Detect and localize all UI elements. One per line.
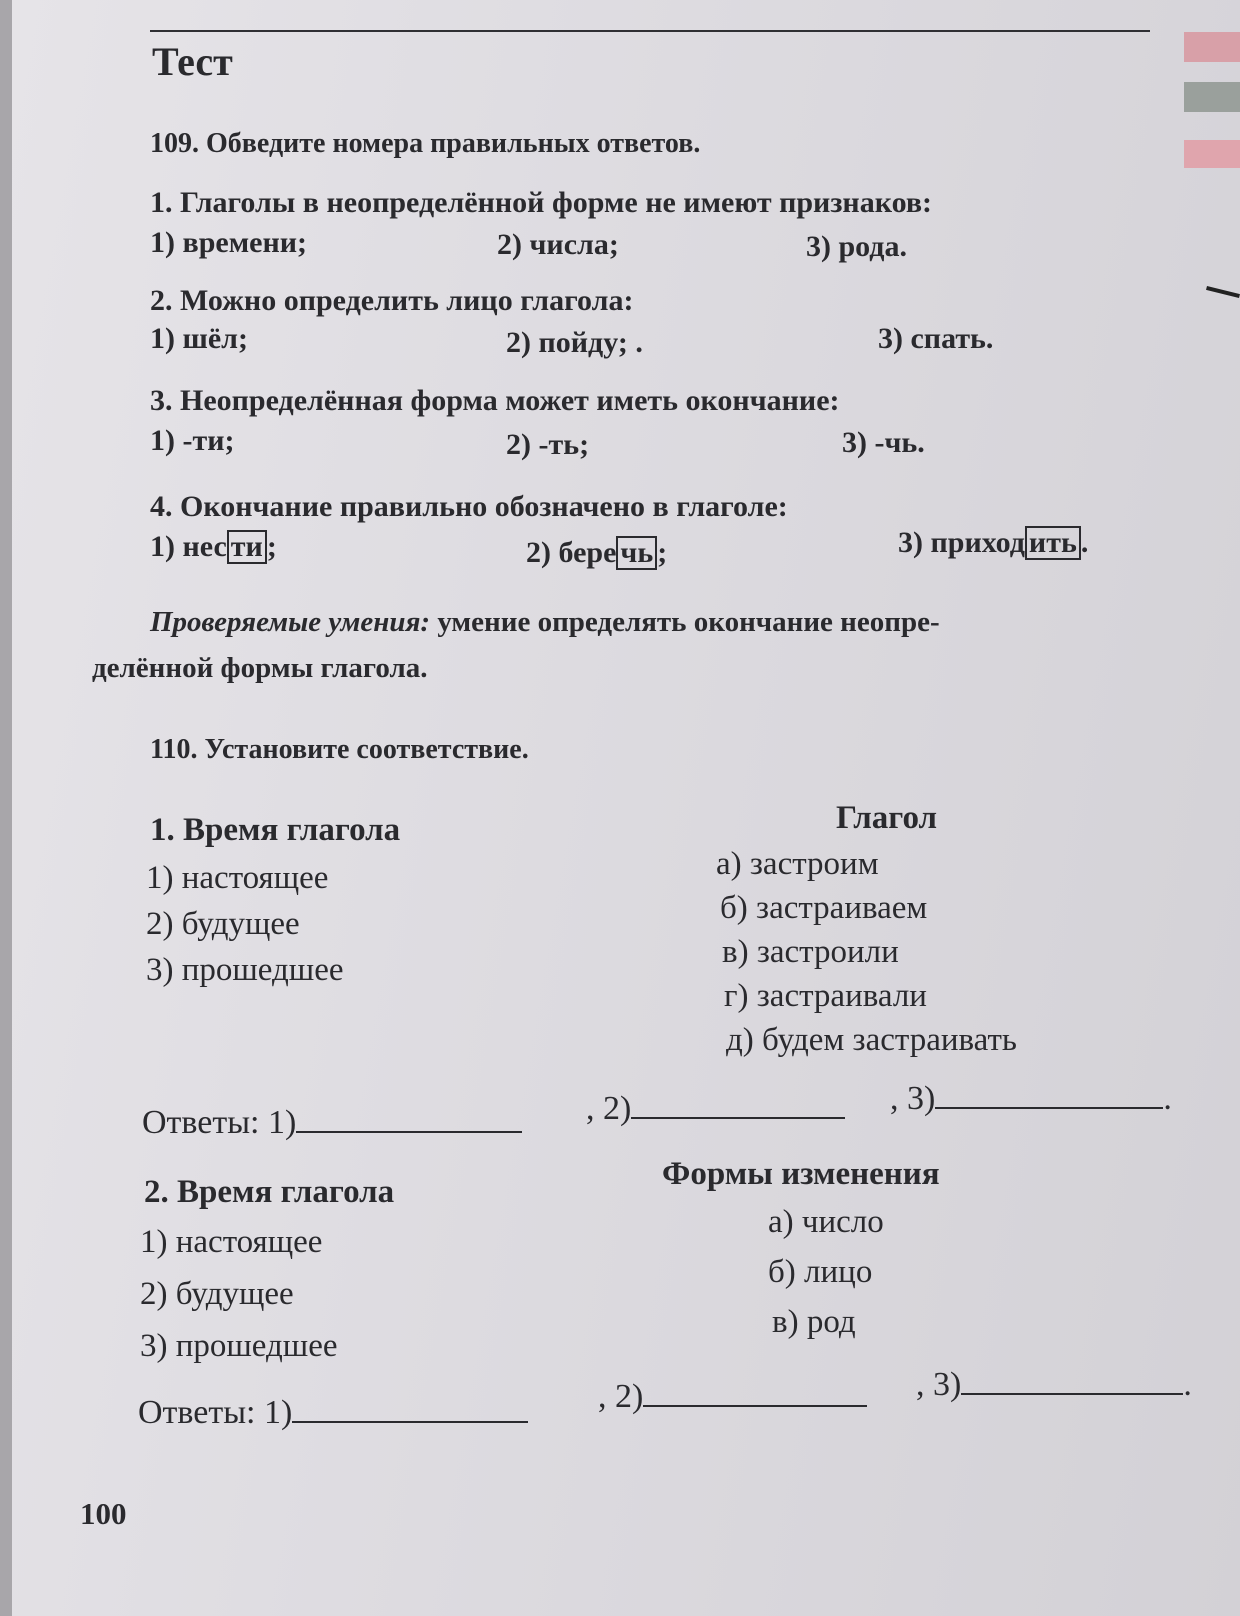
q3-option-1[interactable]: 1) -ти; [150,424,235,457]
part1-right-item-a: а) застроим [716,846,879,882]
part1-left-item-3: 3) прошедшее [146,952,344,988]
question-1: 1. Глаголы в неопределённой форме не имеют признаков: [150,186,933,219]
part2-answers-row [138,1394,528,1432]
q4-option-1-punct: ; [266,530,277,563]
part2-right-heading: Формы изменения [662,1156,940,1192]
part1-right-item-e: д) будем застраивать [726,1022,1017,1058]
bookmark-tab-pink [1184,32,1240,62]
q4-option-3-punct: . [1080,526,1089,559]
task-110-number: 110. [150,734,198,765]
part1-answer-3-label: , 3) [890,1080,936,1117]
task-109-title [150,128,700,160]
part2-right-item-a: а) число [768,1204,884,1240]
q4-option-2-stem: 2) бере [526,536,617,569]
q3-option-3[interactable]: 3) -чь. [842,426,925,459]
q2-option-2[interactable]: 2) пойду; . [506,326,643,359]
part2-answer-3-row [916,1366,1192,1404]
part1-answer-2-blank[interactable] [631,1091,845,1119]
q4-option-1-ending-box: ти [227,530,267,564]
skills-line-1 [150,606,940,639]
skills-text-1: умение определять окончание неопре- [437,606,940,638]
part1-answers-row [142,1104,522,1142]
part1-left-heading: 1. Время глагола [150,812,401,848]
page-number: 100 [80,1496,127,1531]
part2-answer-3-label: , 3) [916,1366,962,1403]
part2-left-item-2: 2) будущее [140,1276,294,1312]
task-109-number: 109. [150,128,199,159]
part1-answer-3-blank[interactable] [935,1081,1163,1109]
question-2: 2. Можно определить лицо глагола: [150,284,634,317]
q3-option-2[interactable]: 2) -ть; [506,428,590,461]
q1-option-1[interactable]: 1) времени; [150,226,308,259]
bookmark-tab-gray [1184,82,1240,112]
q4-option-1-stem: 1) нес [150,530,227,563]
q4-option-2-punct: ; [657,536,668,569]
part1-answer-2-row [586,1090,845,1128]
q2-option-3[interactable]: 3) спать. [878,322,994,355]
part2-answer-2-blank[interactable] [643,1379,867,1407]
skills-text-2: делённой формы глагола. [92,652,428,684]
part2-answer-end: . [1183,1366,1192,1403]
task-110-title [150,734,529,766]
part1-right-item-d: г) застраивали [724,978,927,1014]
part1-answer-3-row [890,1080,1172,1118]
q1-option-2[interactable]: 2) числа; [497,228,619,261]
part1-answers-label: Ответы: 1) [142,1104,297,1141]
bookmark-tab-pink-lower [1184,140,1240,168]
part2-answer-3-blank[interactable] [961,1367,1183,1395]
q4-option-2[interactable] [526,536,667,570]
part1-answer-end: . [1163,1080,1172,1117]
skills-label: Проверяемые умения: [150,606,431,638]
q4-option-2-ending-box: чь [616,536,657,570]
page-edge-strip [0,0,12,1616]
part1-answer-1-blank[interactable] [296,1105,522,1133]
top-rule [150,30,1150,32]
question-3: 3. Неопределённая форма может иметь окончание: [150,384,840,417]
q2-option-1[interactable]: 1) шёл; [150,322,248,355]
part2-right-item-c: в) род [772,1304,856,1340]
q1-option-3[interactable]: 3) рода. [806,230,907,263]
part2-answer-2-label: , 2) [598,1378,644,1415]
part2-left-item-3: 3) прошедшее [140,1328,338,1364]
q4-option-3[interactable] [898,526,1088,560]
part2-right-item-b: б) лицо [768,1254,873,1290]
part2-left-item-1: 1) настоящее [140,1224,323,1260]
task-109-instruction: Обведите номера правильных ответов. [206,128,701,159]
q4-option-1[interactable] [150,530,277,564]
task-110-instruction: Установите соответствие. [204,734,529,765]
part2-answer-2-row [598,1378,867,1416]
part1-right-item-b: б) застраиваем [720,890,928,926]
part1-answer-2-label: , 2) [586,1090,632,1127]
q4-option-3-ending-box: ить [1025,526,1081,560]
part1-left-item-2: 2) будущее [146,906,300,942]
q4-option-3-stem: 3) приход [898,526,1025,559]
part2-answer-1-blank[interactable] [292,1395,528,1423]
part2-answers-label: Ответы: 1) [138,1394,293,1431]
part1-right-heading: Глагол [836,800,938,836]
part1-right-item-c: в) застроили [722,934,899,970]
edge-mark [1206,286,1240,298]
part2-left-heading: 2. Время глагола [144,1174,395,1210]
part1-left-item-1: 1) настоящее [146,860,329,896]
question-4: 4. Окончание правильно обозначено в глаголе: [150,490,788,523]
page-heading: Тест [152,39,233,84]
